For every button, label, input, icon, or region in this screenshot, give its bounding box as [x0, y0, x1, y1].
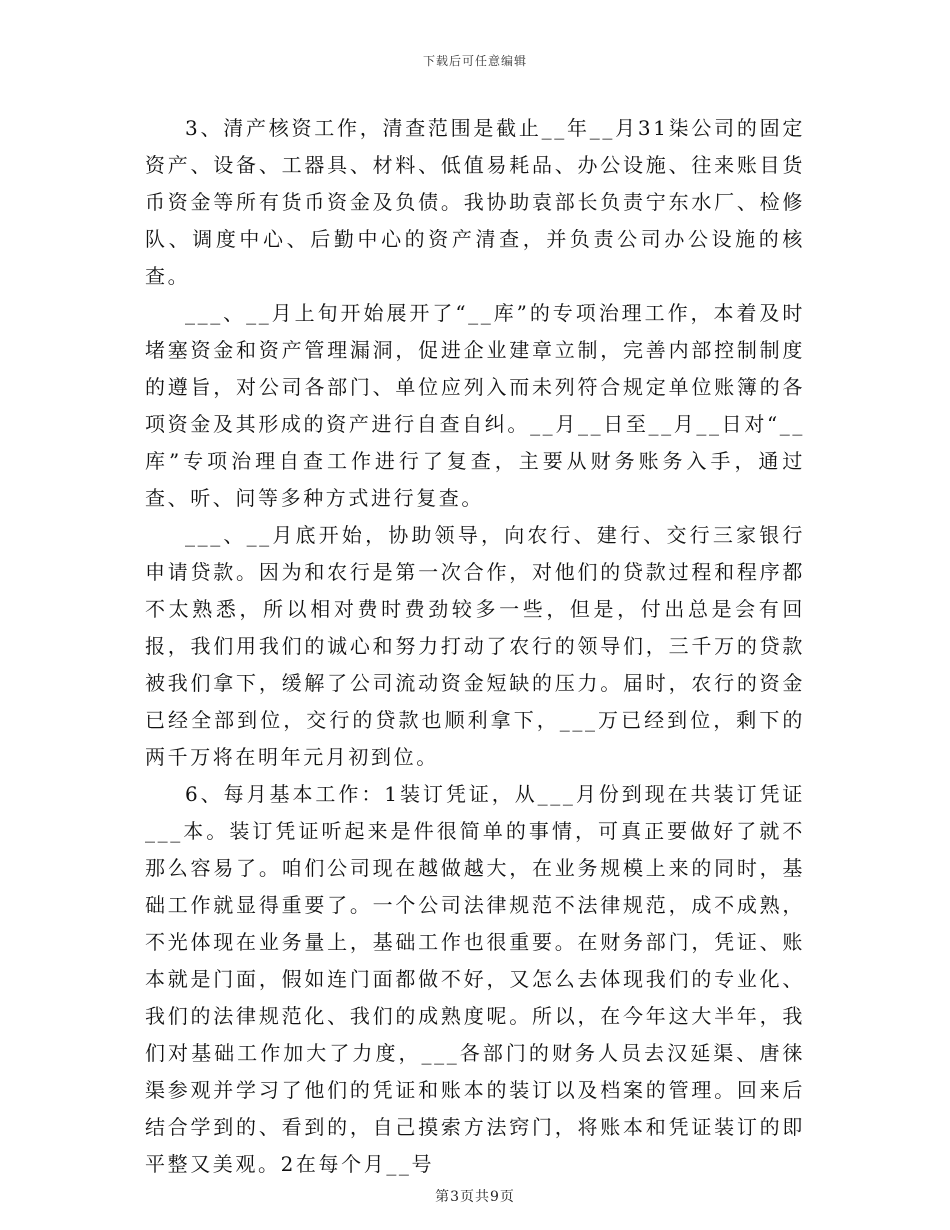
paragraph-bank-loans: ___、__月底开始，协助领导，向农行、建行、交行三家银行申请贷款。因为和农行是第一次合作，对他们的贷款过程和程序都不太熟悉，所以相对费时费劲较多一些，但是，付出总是会有回报，我们用我们的诚心和努力打动了农行的领导们，三千万的贷款被我们拿下，缓解了公司流动资金短缺的压力。届时，农行的资金已经全部到位，交行的贷款也顺利拿下，___万已经到位，剩下的两千万将在明年元月初到位。: [145, 523, 805, 769]
paragraph-special-governance: ___、__月上旬开始展开了“__库”的专项治理工作，本着及时堵塞资金和资产管理漏洞，促进企业建章立制，完善内部控制制度的遵旨，对公司各部门、单位应列入而未列符合规定单位账簿的各项资金及其形成的资产进行自查自纠。__月__日至__月__日对“__库”专项治理自查工作进行了复查，主要从财务账务入手，通过查、听、问等多种方式进行复查。: [145, 301, 805, 510]
page-header-note: 下载后可任意编辑: [422, 54, 527, 68]
paragraph-monthly-work: 6、每月基本工作：1装订凭证，从___月份到现在共装订凭证___本。装订凭证听起来是件很简单的事情，可真正要做好了就不那么容易了。咱们公司现在越做越大，在业务规模上来的同时，基础工作就显得重要了。一个公司法律规范不法律规范，成不成熟，不光体现在业务量上，基础工作也很重要。在财务部门，凭证、账本就是门面，假如连门面都做不好，又怎么去体现我们的专业化、我们的法律规范化、我们的成熟度呢。所以，在今年这大半年，我们对基础工作加大了力度，___各部门的财务人员去汉延渠、唐徕渠参观并学习了他们的凭证和账本的装订以及档案的管理。回来后结合学到的、看到的，自己摸索方法窍门，将账本和凭证装订的即平整又美观。2在每个月__号: [145, 782, 805, 1176]
document-body: [145, 110, 805, 1183]
paragraph-asset-inventory: 3、清产核资工作，清查范围是截止__年__月31柒公司的固定资产、设备、工器具、材料、低值易耗品、办公设施、往来账目货币资金等所有货币资金及负债。我协助袁部长负责宁东水厂、检修队、调度中心、后勤中心的资产清查，并负责公司办公设施的核查。: [145, 116, 805, 288]
page-number: 第3页共9页: [435, 1189, 515, 1205]
